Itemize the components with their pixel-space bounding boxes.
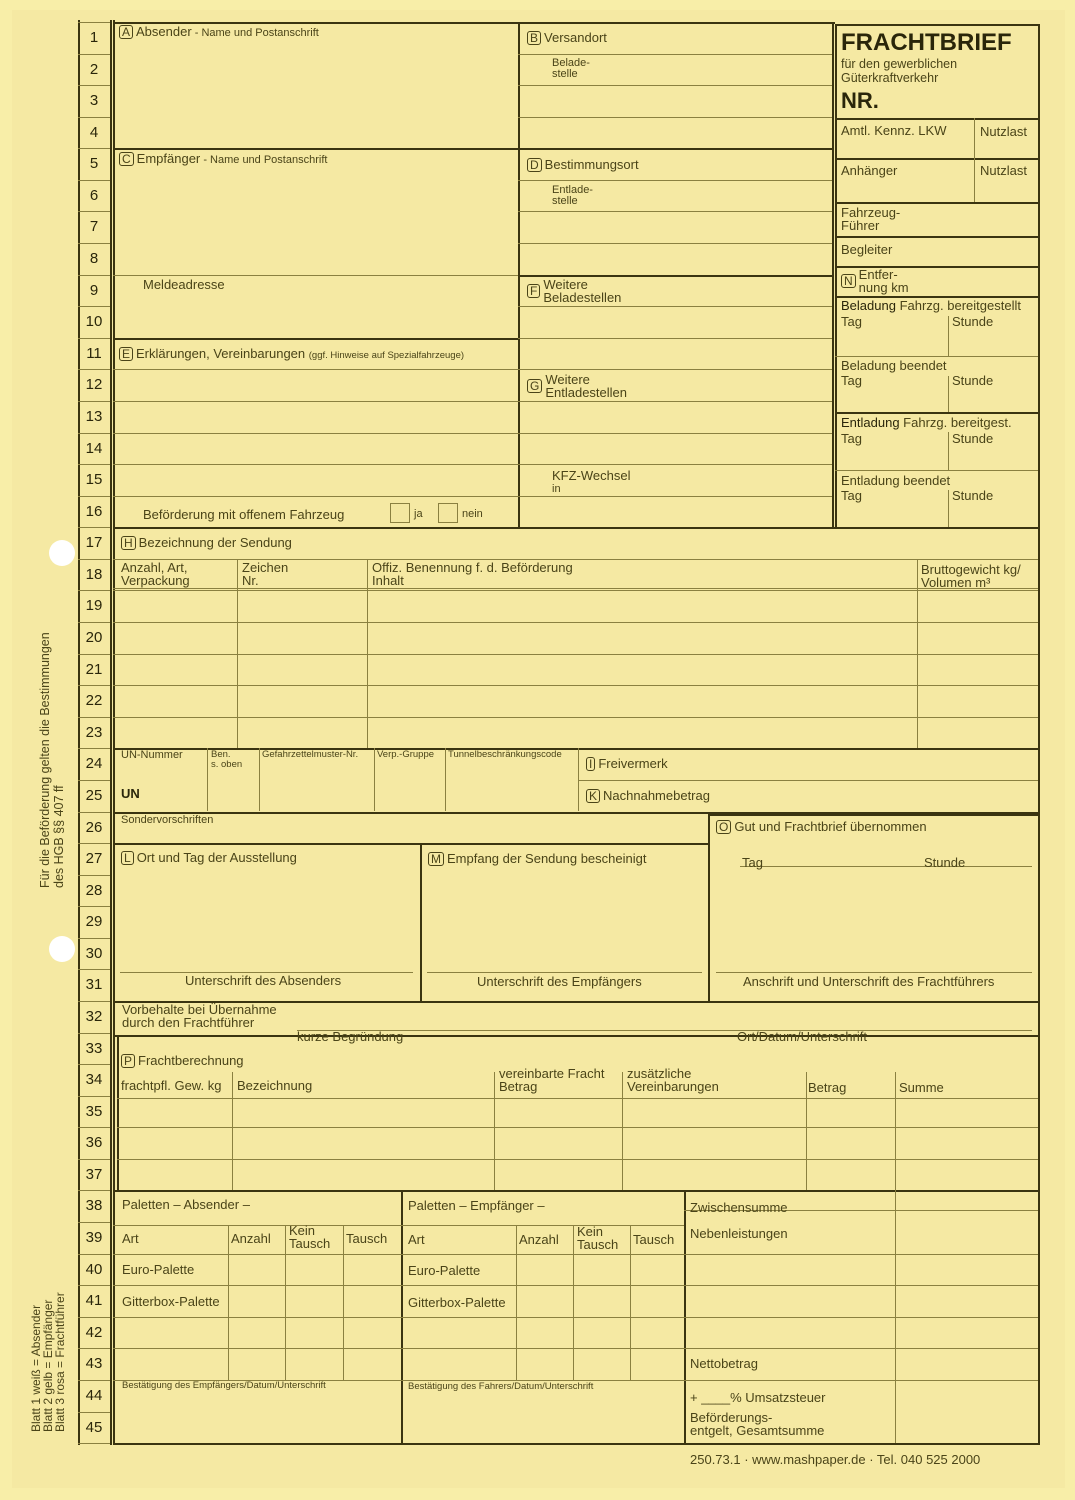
rule (835, 24, 1038, 26)
rule (420, 843, 422, 1001)
rule (207, 748, 208, 811)
entladung-beendet-label: Entladung beendet (841, 473, 951, 488)
row-number: 33 (85, 1039, 103, 1057)
rule (684, 1380, 1038, 1381)
rule (630, 1225, 631, 1380)
rule (78, 401, 110, 402)
rule (78, 1190, 110, 1191)
rule (708, 814, 1038, 816)
anhaenger-label: Anhänger (841, 163, 898, 178)
pal-gitter: Gitterbox-Palette (408, 1295, 506, 1310)
rule (518, 401, 832, 402)
un-prefix: UN (121, 786, 140, 801)
row-number: 20 (85, 629, 103, 647)
beladung-beendet-label: Beladung beendet (841, 358, 947, 373)
rule (835, 158, 1038, 160)
rule (113, 654, 1038, 655)
rule (78, 1001, 110, 1002)
rule (78, 275, 110, 276)
row-number: 44 (85, 1386, 103, 1404)
tag-label: Tag (841, 373, 862, 388)
pal-art: Art (122, 1231, 139, 1246)
rule (684, 1317, 1038, 1318)
rule (113, 369, 518, 370)
entfernung-label: N Entfer- nung km (841, 268, 909, 294)
rule (113, 1285, 684, 1286)
rule (78, 180, 110, 181)
rule (113, 401, 518, 402)
col-zeichen: Zeichen Nr. (242, 560, 289, 588)
row-number: 37 (85, 1165, 103, 1183)
rule (948, 376, 949, 412)
entladestelle-label: Entlade- stelle (552, 184, 593, 207)
rule (518, 306, 832, 307)
rule (518, 211, 832, 212)
o-tag-label: Tag (742, 855, 763, 870)
rule (518, 180, 832, 181)
rule (113, 22, 835, 24)
rule (684, 1348, 1038, 1349)
rule (622, 1072, 623, 1190)
pal-euro: Euro-Palette (408, 1263, 481, 1278)
ort-datum-label: Ort/Datum/Unterschrift (737, 1029, 868, 1044)
row-number: 16 (85, 502, 103, 520)
side-note: Für die Beförderung gelten die Bestimmungen des HGB §§ 407 ff (38, 632, 66, 888)
pal-kein-tausch: Kein Tausch (289, 1223, 331, 1251)
col-zusaetzliche: zusätzliche Vereinbarungen (627, 1066, 719, 1094)
rule (518, 85, 832, 86)
pal-anzahl: Anzahl (231, 1231, 271, 1246)
rule (806, 1072, 807, 1190)
zwischensumme-label: Zwischensumme (690, 1200, 788, 1215)
rule (259, 748, 260, 811)
rule (78, 85, 110, 86)
rule (518, 496, 832, 497)
beladung-bereit-label: Beladung Fahrzg. bereitgestellt (841, 298, 1021, 313)
open-vehicle-label: Beförderung mit offenem Fahrzeug (143, 507, 345, 522)
rule (78, 1254, 110, 1255)
rule (113, 433, 518, 434)
rule (78, 1412, 110, 1413)
rule (113, 748, 1038, 750)
row-number: 45 (85, 1418, 103, 1436)
tag-label: Tag (841, 488, 862, 503)
rule (117, 1035, 119, 1191)
rule (78, 938, 110, 939)
section-g-header: G Weitere Entladestellen (527, 373, 627, 399)
row-number: 12 (85, 376, 103, 394)
row-number: 11 (86, 344, 102, 362)
rule (78, 559, 110, 560)
rule (78, 1348, 110, 1349)
badge-a: A (119, 25, 133, 39)
section-a-header: A Absender - Name und Postanschrift (119, 25, 319, 39)
rule (113, 1190, 1038, 1192)
rule (518, 369, 832, 370)
rule (117, 1098, 1038, 1099)
row-number: 14 (85, 439, 103, 457)
rule (113, 20, 115, 1445)
col-betrag: Betrag (808, 1080, 847, 1095)
row-number: 5 (89, 155, 99, 173)
rule (518, 464, 832, 465)
section-b-header: B Versandort (527, 31, 607, 45)
section-l-header: L Ort und Tag der Ausstellung (121, 851, 297, 865)
rule (78, 717, 110, 718)
col-gewicht: frachtpfl. Gew. kg (121, 1078, 222, 1093)
col-bezeichnung: Bezeichnung (237, 1078, 313, 1093)
row-number: 19 (85, 597, 103, 615)
rule (518, 117, 832, 118)
rule (78, 1064, 110, 1065)
rule (297, 1030, 1032, 1031)
rule (78, 875, 110, 876)
rule (113, 590, 1038, 591)
rule (113, 148, 518, 150)
rule (110, 20, 112, 1445)
absender-signature-label: Unterschrift des Absenders (185, 973, 342, 988)
rule (113, 685, 1038, 686)
section-p-header: P Frachtberechnung (121, 1054, 244, 1068)
rule (518, 243, 832, 244)
row-number: 34 (85, 1071, 103, 1089)
rule (578, 780, 1038, 781)
col-benennung: Offiz. Benennung f. d. Beförderung Inhalt (372, 560, 573, 588)
rule (948, 432, 949, 470)
rule (78, 211, 110, 212)
pal-bestaetigung: Bestätigung des Fahrers/Datum/Unterschrift (408, 1381, 594, 1392)
rule (1038, 24, 1040, 1445)
rule (78, 1127, 110, 1128)
fuehrer-label: Fahrzeug- Führer (841, 205, 901, 233)
rule (948, 316, 949, 356)
row-number: 32 (85, 1007, 103, 1025)
section-d-header: D Bestimmungsort (527, 158, 639, 172)
rule (285, 1225, 286, 1380)
row-number: 22 (85, 692, 103, 710)
rule (78, 527, 110, 528)
rule (113, 1317, 684, 1318)
row-number: 31 (85, 976, 103, 994)
rule (113, 843, 708, 845)
rule (445, 748, 446, 811)
pal-anzahl: Anzahl (519, 1232, 559, 1247)
rule (78, 843, 110, 844)
nettobetrag-label: Nettobetrag (690, 1356, 758, 1371)
row-number: 15 (85, 471, 103, 489)
form-subtitle: für den gewerblichen Güterkraftverkehr (841, 57, 958, 85)
gefahrzettel-label: Gefahrzettelmuster-Nr. (262, 749, 359, 760)
row-number: 10 (85, 313, 103, 331)
frachtfuehrer-signature-label: Anschrift und Unterschrift des Frachtführers (743, 974, 995, 989)
nutzlast-label-2: Nutzlast (980, 163, 1027, 178)
rule (237, 559, 238, 748)
ja-label: ja (414, 508, 423, 520)
rule (832, 22, 834, 527)
row-number: 36 (85, 1134, 103, 1152)
row-number: 35 (85, 1102, 103, 1120)
stunde-label: Stunde (952, 373, 994, 388)
row-number: 4 (89, 123, 99, 141)
kfz-wechsel-in: in (552, 483, 561, 495)
rule (427, 972, 702, 973)
pal-bestaetigung: Bestätigung des Empfängers/Datum/Unterschrift (122, 1380, 326, 1391)
rule (78, 969, 110, 970)
pal-tausch: Tausch (346, 1231, 388, 1246)
rule (895, 1072, 896, 1190)
umsatzsteuer-label: + ____% Umsatzsteuer (690, 1390, 826, 1405)
rule (78, 812, 110, 813)
gesamtsumme-label: Beförderungs- entgelt, Gesamtsumme (690, 1410, 825, 1438)
rule (917, 559, 918, 748)
ben-label: Ben. s. oben (211, 749, 243, 770)
rule (232, 1072, 233, 1190)
tag-label: Tag (841, 431, 862, 446)
row-number: 18 (85, 565, 103, 583)
col-summe: Summe (899, 1080, 944, 1095)
rule (518, 433, 832, 434)
rule (113, 1348, 684, 1349)
paletten-empfaenger-title: Paletten – Empfänger – (408, 1198, 545, 1213)
rule (78, 148, 110, 149)
rule (684, 1254, 1038, 1255)
rule (78, 654, 110, 655)
kfz-wechsel-label: KFZ-Wechsel (552, 468, 631, 483)
copies-note: Blatt 1 weiß = Absender Blatt 2 gelb = Empfänger Blatt 3 rosa = Frachtführer (29, 1292, 67, 1432)
col-fracht: vereinbarte Fracht Betrag (499, 1066, 605, 1094)
stunde-label: Stunde (952, 431, 994, 446)
rule (113, 464, 518, 465)
sondervorschriften-label: Sondervorschriften (121, 814, 214, 826)
rule (117, 1127, 1038, 1128)
rule (835, 356, 1038, 357)
entladung-bereit-label: Entladung Fahrzg. bereitgest. (841, 415, 1012, 430)
rule (78, 433, 110, 434)
nr-label: NR. (841, 88, 879, 113)
row-number: 26 (85, 818, 103, 836)
row-number: 27 (85, 850, 103, 868)
col-bruttogewicht: Bruttogewicht kg/ Volumen m³ (921, 562, 1021, 590)
tunnel-label: Tunnelbeschränkungscode (448, 749, 562, 760)
o-stunde-label: Stunde (924, 855, 966, 870)
begleiter-label: Begleiter (841, 242, 893, 257)
section-f-header: F Weitere Beladestellen (527, 278, 621, 304)
pal-kein-tausch: Kein Tausch (577, 1224, 619, 1252)
row-number: 42 (85, 1323, 103, 1341)
rule (78, 906, 110, 907)
rule (78, 306, 110, 307)
pal-euro: Euro-Palette (122, 1262, 195, 1277)
meldeadresse-label: Meldeadresse (143, 277, 225, 292)
nebenleistungen-label: Nebenleistungen (690, 1226, 788, 1241)
tag-label: Tag (841, 314, 862, 329)
pal-art: Art (408, 1232, 425, 1247)
nein-checkbox[interactable] (438, 503, 458, 523)
row-number: 28 (85, 881, 103, 899)
kurze-begruendung-label: kurze Begründung (297, 1029, 404, 1044)
stunde-label: Stunde (952, 488, 994, 503)
section-e-header: E Erklärungen, Vereinbarungen (ggf. Hinweise auf Spezialfahrzeuge) (119, 347, 464, 361)
row-number: 29 (85, 913, 103, 931)
rule (228, 1225, 229, 1380)
rule (78, 780, 110, 781)
form-title: FRACHTBRIEF (841, 29, 1012, 56)
rule (78, 1317, 110, 1318)
rule (835, 236, 1038, 238)
rule (78, 1380, 110, 1381)
row-number: 13 (85, 407, 103, 425)
row-number: 7 (89, 218, 99, 236)
rule (78, 1096, 110, 1097)
row-number: 43 (85, 1355, 103, 1373)
row-number: 3 (89, 92, 99, 110)
rule (78, 1159, 110, 1160)
rule (78, 748, 110, 749)
rule (113, 717, 1038, 718)
rule (113, 1443, 1038, 1445)
rule (974, 118, 975, 202)
rule (113, 496, 518, 497)
rule (516, 1225, 517, 1380)
rule (948, 490, 949, 527)
vorbehalte-label: Vorbehalte bei Übernahme durch den Frachtführer (122, 1002, 277, 1030)
section-o-header: O Gut und Frachtbrief übernommen (716, 820, 927, 834)
rule (835, 412, 1038, 414)
row-number: 17 (85, 534, 103, 552)
rule (518, 148, 832, 150)
section-h-header: H Bezeichnung der Sendung (121, 536, 292, 550)
rule (78, 1443, 110, 1444)
paletten-absender-title: Paletten – Absender – (122, 1197, 250, 1212)
ja-checkbox[interactable] (390, 503, 410, 523)
rule (835, 470, 1038, 471)
rule (374, 748, 375, 811)
row-number: 38 (85, 1197, 103, 1215)
row-number: 21 (85, 660, 103, 678)
rule (573, 1225, 574, 1380)
punch-hole (49, 936, 75, 962)
row-number: 9 (89, 281, 99, 299)
rule (518, 338, 832, 339)
row-number: 1 (89, 29, 99, 46)
rule (113, 275, 518, 276)
rule (117, 1159, 1038, 1160)
row-number: 25 (85, 786, 103, 804)
rule (78, 54, 110, 55)
col-anzahl: Anzahl, Art, Verpackung (121, 560, 190, 588)
section-i-header: I Freivermerk (586, 757, 668, 771)
rule (367, 559, 368, 748)
row-number: 41 (85, 1292, 103, 1310)
nein-label: nein (462, 508, 483, 520)
rule (494, 1072, 495, 1190)
row-number: 8 (89, 250, 99, 268)
rule (835, 202, 1038, 204)
row-number: 30 (85, 944, 103, 962)
rule (113, 338, 518, 340)
rule (113, 1035, 1038, 1037)
rule (78, 117, 110, 118)
rule (78, 22, 110, 23)
rule (78, 1285, 110, 1286)
section-k-header: K Nachnahmebetrag (586, 789, 710, 803)
row-number: 40 (85, 1260, 103, 1278)
stunde-label: Stunde (952, 314, 994, 329)
rule (113, 1254, 684, 1255)
rule (78, 369, 110, 370)
rule (78, 1033, 110, 1034)
rule (78, 1222, 110, 1223)
rule (113, 588, 1038, 589)
un-nummer-label: UN-Nummer (121, 749, 183, 761)
pal-gitter: Gitterbox-Palette (122, 1294, 220, 1309)
rule (835, 24, 837, 527)
rule (835, 118, 1038, 120)
rule (740, 866, 1032, 867)
row-number: 24 (85, 755, 103, 773)
section-c-header: C Empfänger - Name und Postanschrift (119, 152, 327, 166)
rule (518, 54, 832, 55)
rule (113, 527, 1038, 529)
row-number: 2 (89, 60, 99, 78)
rule (78, 338, 110, 339)
rule (78, 243, 110, 244)
nutzlast-label: Nutzlast (980, 124, 1027, 139)
rule (78, 685, 110, 686)
rule (343, 1225, 344, 1380)
row-number: 6 (89, 186, 99, 204)
lkw-label: Amtl. Kennz. LKW (841, 123, 947, 138)
row-number: 23 (85, 723, 103, 741)
rule (78, 590, 110, 591)
pal-tausch: Tausch (633, 1232, 675, 1247)
beladestelle-label: Belade- stelle (552, 57, 590, 80)
rule (716, 972, 1032, 973)
rule (113, 622, 1038, 623)
row-number: 39 (85, 1229, 103, 1247)
rule (78, 464, 110, 465)
rule (78, 622, 110, 623)
section-m-header: M Empfang der Sendung bescheinigt (428, 852, 646, 866)
rule (684, 1285, 1038, 1286)
punch-hole (49, 540, 75, 566)
rule (78, 496, 110, 497)
footer: 250.73.1 · www.mashpaper.de · Tel. 040 525 2000 (690, 1452, 981, 1467)
verp-gruppe-label: Verp.-Gruppe (377, 749, 435, 760)
rule (708, 812, 710, 1001)
empfaenger-signature-label: Unterschrift des Empfängers (477, 974, 642, 989)
